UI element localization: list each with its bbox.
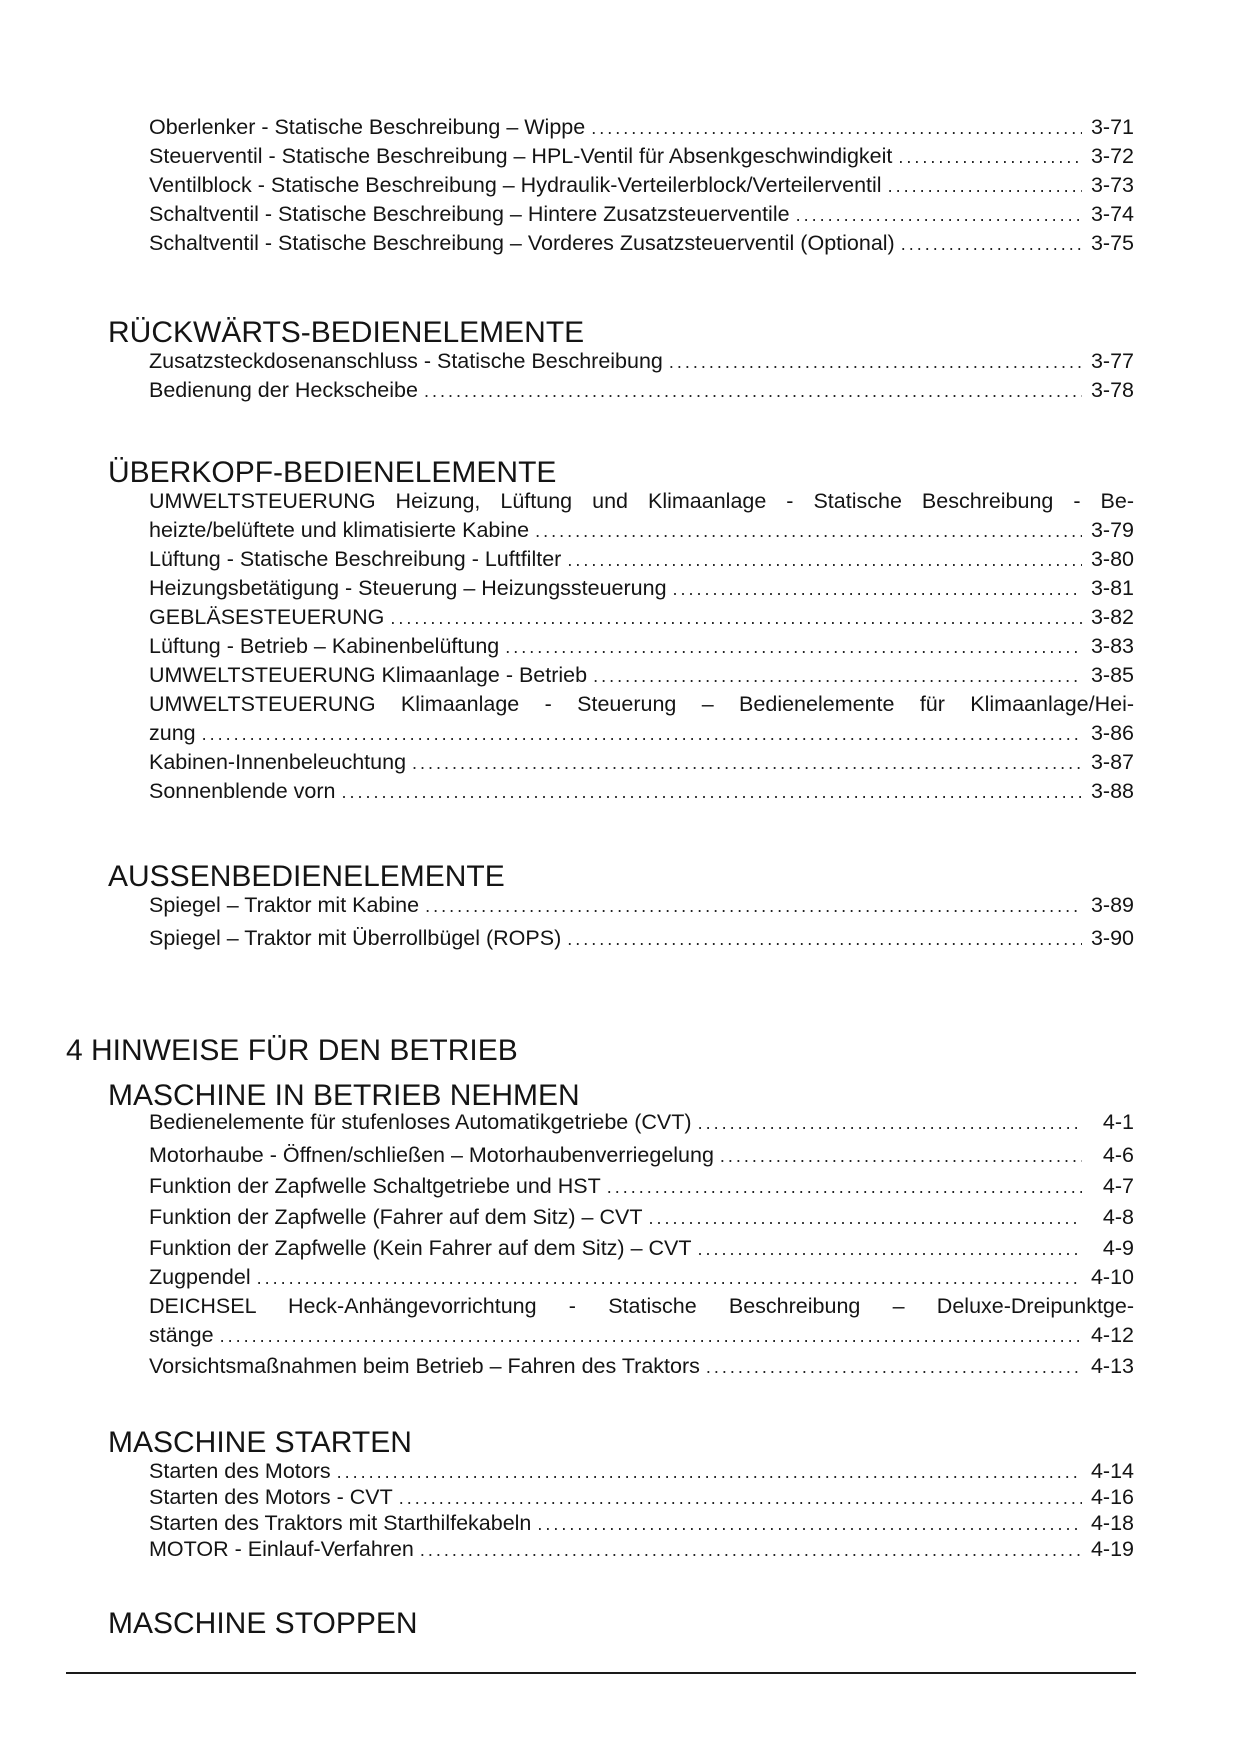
section-heading-betrieb-nehmen: MASCHINE IN BETRIEB NEHMEN bbox=[108, 1079, 580, 1112]
toc-entry[interactable]: Motorhaube - Öffnen/schließen – Motorhaubenverriegelung ..... 4-6 bbox=[149, 1145, 1134, 1174]
section-heading-stoppen: MASCHINE STOPPEN bbox=[108, 1607, 418, 1640]
toc-entry[interactable]: Funktion der Zapfwelle Schaltgetriebe und HST ..... 4-7 bbox=[149, 1176, 1134, 1205]
toc-group-starten bbox=[149, 1461, 1134, 1565]
toc-entry[interactable]: Oberlenker - Statische Beschreibung – Wippe ..... 3-71 bbox=[149, 117, 1134, 146]
section-heading-aussen: AUSSENBEDIENELEMENTE bbox=[108, 860, 505, 893]
toc-entry[interactable]: MOTOR - Einlauf-Verfahren ..... 4-19 bbox=[149, 1539, 1134, 1565]
toc-entry[interactable]: Schaltventil - Statische Beschreibung – Hintere Zusatzsteuerventile ..... 3-74 bbox=[149, 204, 1134, 233]
toc-entry[interactable]: Vorsichtsmaßnahmen beim Betrieb – Fahren des Traktors ..... 4-13 bbox=[149, 1356, 1134, 1385]
toc-entry[interactable]: Bedienung der Heckscheibe ..... 3-78 bbox=[149, 380, 1134, 409]
section-heading-rueckwaerts: RÜCKWÄRTS-BEDIENELEMENTE bbox=[108, 316, 585, 349]
toc-entry[interactable]: Spiegel – Traktor mit Kabine ..... 3-89 bbox=[149, 895, 1134, 924]
toc-entry-wrapped[interactable]: DEICHSEL Heck-Anhängevorrichtung - Statische Beschreibung – Deluxe-Dreipunktge- stänge ..... 4-12 bbox=[149, 1296, 1134, 1354]
toc-entry[interactable]: Bedienelemente für stufenloses Automatikgetriebe (CVT) ..... 4-1 bbox=[149, 1112, 1134, 1141]
section-heading-starten: MASCHINE STARTEN bbox=[108, 1426, 412, 1459]
toc-entry[interactable]: Zusatzsteckdosenanschluss - Statische Beschreibung ..... 3-77 bbox=[149, 351, 1134, 380]
toc-entry[interactable]: Schaltventil - Statische Beschreibung – Vorderes Zusatzsteuerventil (Optional) ..... 3-75 bbox=[149, 233, 1134, 262]
toc-entry[interactable]: Zugpendel ..... 4-10 bbox=[149, 1267, 1134, 1296]
toc-group-top bbox=[149, 117, 1134, 262]
toc-entry[interactable]: Lüftung - Betrieb – Kabinenbelüftung ..... 3-83 bbox=[149, 636, 1134, 665]
toc-entry[interactable]: Ventilblock - Statische Beschreibung – Hydraulik-Verteilerblock/Verteilerventil ..... 3-73 bbox=[149, 175, 1134, 204]
toc-entry[interactable]: Sonnenblende vorn ..... 3-88 bbox=[149, 781, 1134, 810]
toc-entry[interactable]: GEBLÄSESTEUERUNG ..... 3-82 bbox=[149, 607, 1134, 636]
toc-entry[interactable]: Starten des Motors ..... 4-14 bbox=[149, 1461, 1134, 1487]
toc-entry[interactable]: Spiegel – Traktor mit Überrollbügel (ROPS) ..... 3-90 bbox=[149, 928, 1134, 957]
toc-group-ueberkopf bbox=[149, 491, 1134, 810]
chapter-heading: 4 HINWEISE FÜR DEN BETRIEB bbox=[66, 1034, 518, 1067]
toc-entry-wrapped[interactable]: UMWELTSTEUERUNG Heizung, Lüftung und Klimaanlage - Statische Beschreibung - Be- heizte/belüftete und klimatisierte Kabine ..... 3-79 bbox=[149, 491, 1134, 549]
toc-entry[interactable]: Funktion der Zapfwelle (Fahrer auf dem Sitz) – CVT ..... 4-8 bbox=[149, 1207, 1134, 1236]
toc-entry[interactable]: Heizungsbetätigung - Steuerung – Heizungssteuerung ..... 3-81 bbox=[149, 578, 1134, 607]
toc-entry[interactable]: Steuerventil - Statische Beschreibung – HPL-Ventil für Absenkgeschwindigkeit ..... 3-72 bbox=[149, 146, 1134, 175]
toc-entry-wrapped[interactable]: UMWELTSTEUERUNG Klimaanlage - Steuerung – Bedienelemente für Klimaanlage/Hei- zung ..... 3-86 bbox=[149, 694, 1134, 752]
footer-rule bbox=[66, 1672, 1136, 1674]
toc-entry[interactable]: Kabinen-Innenbeleuchtung ..... 3-87 bbox=[149, 752, 1134, 781]
toc-entry[interactable]: Funktion der Zapfwelle (Kein Fahrer auf dem Sitz) – CVT ..... 4-9 bbox=[149, 1238, 1134, 1267]
toc-group-aussen bbox=[149, 895, 1134, 957]
toc-entry[interactable]: Starten des Motors - CVT ..... 4-16 bbox=[149, 1487, 1134, 1513]
section-heading-ueberkopf: ÜBERKOPF-BEDIENELEMENTE bbox=[108, 456, 557, 489]
toc-group-rueckwaerts bbox=[149, 351, 1134, 409]
toc-entry[interactable]: Lüftung - Statische Beschreibung - Luftfilter ..... 3-80 bbox=[149, 549, 1134, 578]
toc-entry[interactable]: UMWELTSTEUERUNG Klimaanlage - Betrieb ..... 3-85 bbox=[149, 665, 1134, 694]
toc-entry[interactable]: Starten des Traktors mit Starthilfekabeln ..... 4-18 bbox=[149, 1513, 1134, 1539]
toc-group-betrieb-nehmen bbox=[149, 1112, 1134, 1385]
